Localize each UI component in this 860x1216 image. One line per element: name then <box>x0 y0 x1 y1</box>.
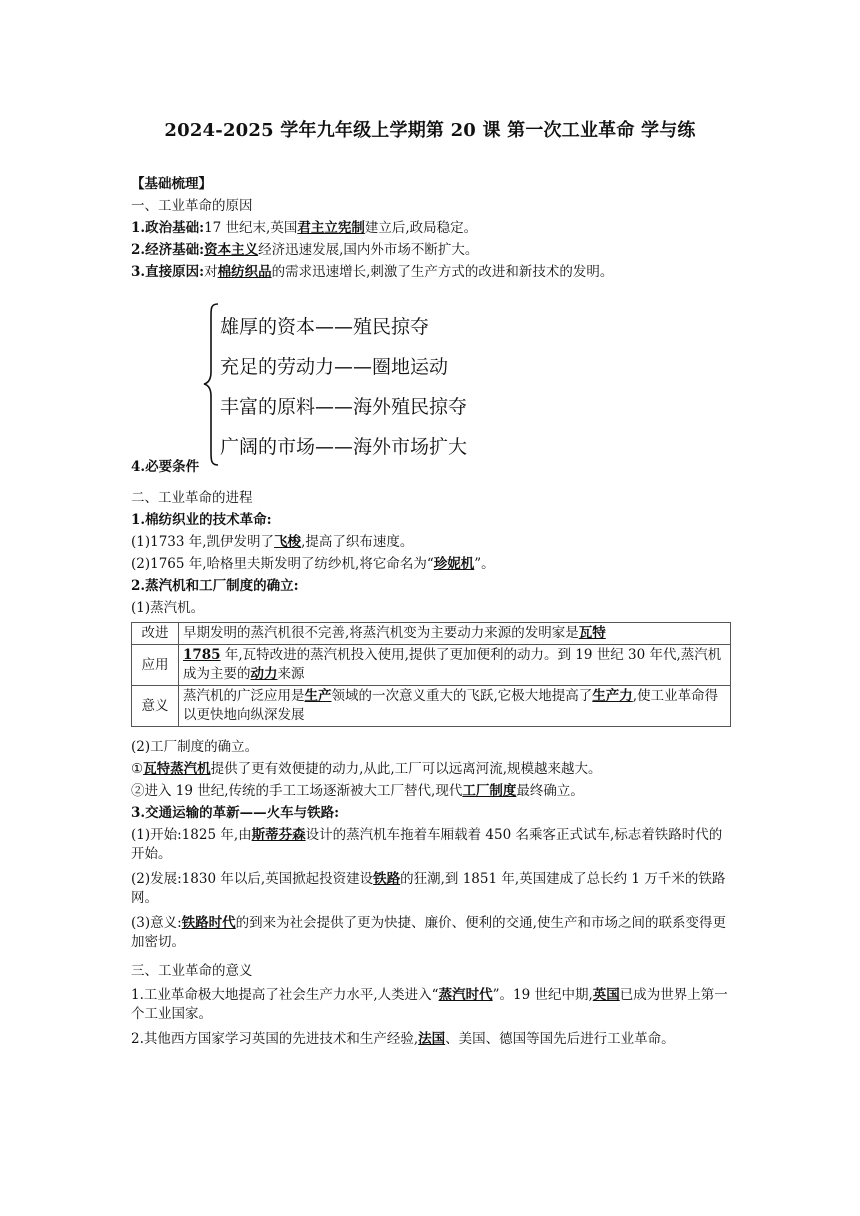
section-3-heading: 三、工业革命的意义 <box>131 963 253 979</box>
cause-direct: 3.直接原因:对棉纺织品的需求迅速增长,刺激了生产方式的改进和新技术的发明。 <box>131 264 614 280</box>
railway-meaning: (3)意义:铁路时代的到来为社会提供了更为快捷、廉价、便利的交通,使生产和市场之间的联系变得更加密切。 <box>131 915 726 950</box>
row-head-improve: 改进 <box>132 623 179 645</box>
page-title: 2024-2025 学年九年级上学期第 20 课 第一次工业革命 学与练 <box>164 120 696 141</box>
flying-shuttle-item: (1)1733 年,凯伊发明了飞梭,提高了织布速度。 <box>131 534 414 550</box>
condition-labor: 充足的劳动力——圈地运动 <box>220 356 449 378</box>
spinning-jenny-item: (2)1765 年,哈格里夫斯发明了纺纱机,将它命名为“珍妮机”。 <box>131 556 495 572</box>
cause-economic: 2.经济基础:资本主义经济迅速发展,国内外市场不断扩大。 <box>131 242 479 258</box>
steam-engine-label: (1)蒸汽机。 <box>131 600 205 616</box>
table-row <box>132 686 731 727</box>
cotton-heading: 1.棉纺织业的技术革命: <box>131 512 272 528</box>
cause-political: 1.政治基础:17 世纪末,英国君主立宪制建立后,政局稳定。 <box>131 220 478 236</box>
table-row <box>132 645 731 686</box>
row-body-improve: 早期发明的蒸汽机很不完善,将蒸汽机变为主要动力来源的发明家是瓦特 <box>179 623 731 645</box>
cause-necessary: 4.必要条件 <box>131 459 200 475</box>
factory-label: (2)工厂制度的确立。 <box>131 739 259 755</box>
factory-item-2: ②进入 19 世纪,传统的手工工场逐渐被大工厂替代,现代工厂制度最终确立。 <box>131 783 584 799</box>
row-body-meaning: 蒸汽机的广泛应用是生产领域的一次意义重大的飞跃,它极大地提高了生产力,使工业革命得以更快地向纵深发展 <box>179 686 731 727</box>
condition-materials: 丰富的原料——海外殖民掠夺 <box>220 396 468 418</box>
railway-start: (1)开始:1825 年,由斯蒂芬森设计的蒸汽机车拖着车厢载着 450 名乘客正式试车,标志着铁路时代的开始。 <box>131 827 723 862</box>
transport-heading: 3.交通运输的革新——火车与铁路: <box>131 805 340 821</box>
railway-development: (2)发展:1830 年以后,英国掀起投资建设铁路的狂潮,到 1851 年,英国建成了总长约 1 万千米的铁路网。 <box>131 871 726 906</box>
steam-engine-table <box>131 622 731 727</box>
row-head-meaning: 意义 <box>132 686 179 727</box>
curly-brace-icon <box>202 302 222 467</box>
factory-item-1: ①瓦特蒸汽机提供了更有效便捷的动力,从此,工厂可以远离河流,规模越来越大。 <box>131 761 602 777</box>
condition-market: 广阔的市场——海外市场扩大 <box>220 436 468 458</box>
significance-1: 1.工业革命极大地提高了社会生产力水平,人类进入“蒸汽时代”。19 世纪中期,英国已成为世界上第一个工业国家。 <box>131 987 728 1022</box>
steam-heading: 2.蒸汽机和工厂制度的确立: <box>131 578 299 594</box>
conditions-diagram <box>202 302 502 467</box>
row-head-apply: 应用 <box>132 645 179 686</box>
section-1-heading: 一、工业革命的原因 <box>131 198 253 214</box>
table-row <box>132 623 731 645</box>
row-body-apply: 1785 年,瓦特改进的蒸汽机投入使用,提供了更加便利的动力。到 19 世纪 30 年代,蒸汽机成为主要的动力来源 <box>179 645 731 686</box>
significance-2: 2.其他西方国家学习英国的先进技术和生产经验,法国、美国、德国等国先后进行工业革命。 <box>131 1031 675 1047</box>
section-2-heading: 二、工业革命的进程 <box>131 490 253 506</box>
condition-capital: 雄厚的资本——殖民掠夺 <box>220 316 430 338</box>
section-basic-label: 【基础梳理】 <box>131 176 212 192</box>
